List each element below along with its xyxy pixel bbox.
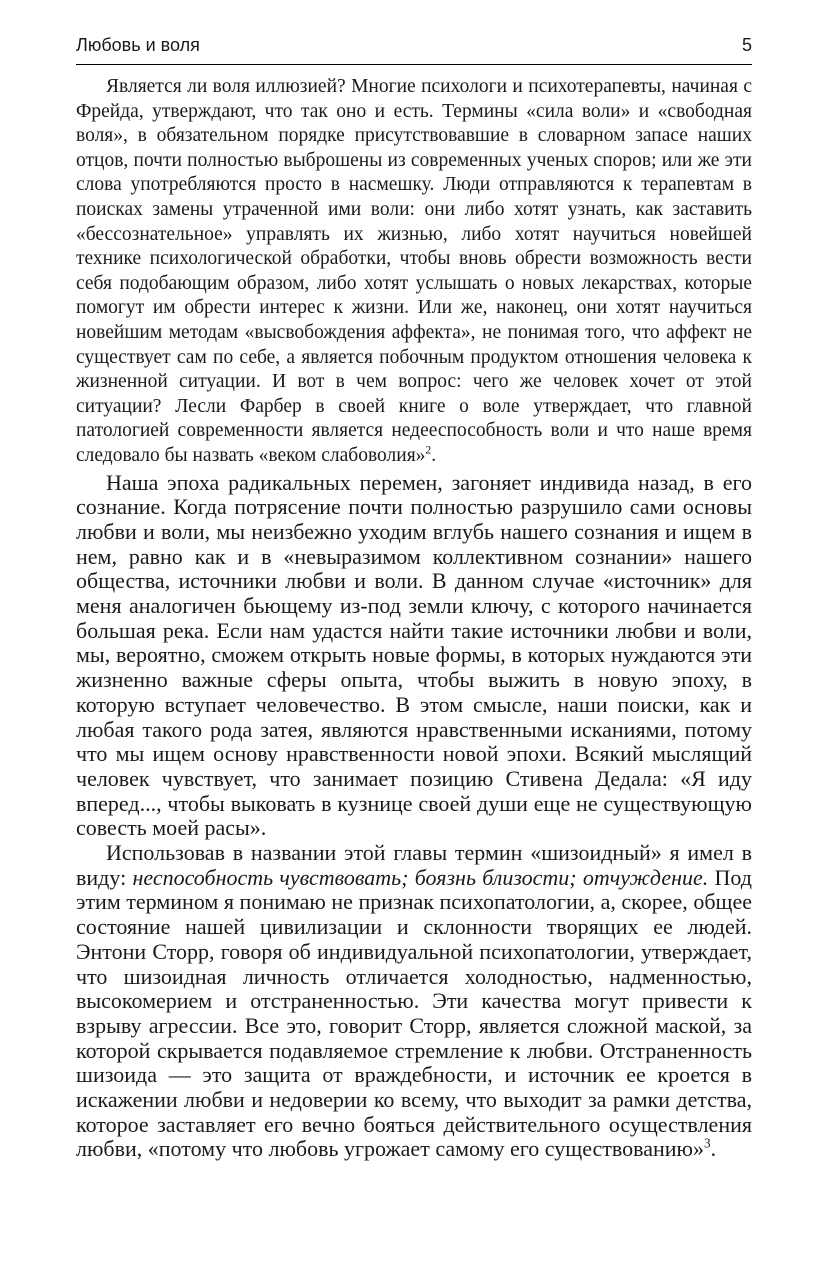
header-divider <box>76 64 752 65</box>
running-header <box>76 34 752 56</box>
page-number: 5 <box>741 35 752 55</box>
paragraph-text: Является ли воля иллюзией? Многие психологи и психотерапевты, начиная с Фрейда, утверждают, что так оно и есть. Термины «сила воли» и «свободная воля», в обязательном порядке присутствовавшие в словарном запасе наших отцов, почти полностью выброшены из современных ученых споров; или же эти слова употребляются просто в насмешку. Люди отправляются к терапевтам в поисках замены утраченной ими воли: они либо хотят узнать, как заставить «бессознательное» управлять их жизнью, либо хотят научиться новейшей технике психологической обработки, чтобы вновь обрести возможность вести себя подобающим образом, либо хотят услышать о новых лекарствах, которые помогут им обрести интерес к жизни. Или же, наконец, они хотят научиться новейшим методам «высвобождения аффекта», не понимая того, что аффект не существует сам по себе, а является побочным продуктом отношения человека к жизненной ситуации. И вот в чем вопрос: чего же человек хочет от этой ситуации? Лесли Фарбер в своей книге о воле утверждает, что главной патологией современности является недееспособность воли и что наше время следовало бы назвать «веком слабоволия» <box>76 76 752 466</box>
paragraph-text: Наша эпоха радикальных перемен, загоняет индивида назад, в его сознание. Когда потрясение почти полностью разрушило сами основы любви и воли, мы неизбежно уходим вглубь нашего сознания и ищем в нем, равно как и в «невыразимом коллективном сознании» нашего общества, источники любви и воли. В данном случае «источник» для меня аналогичен бьющему из-под земли ключу, с которого начинается большая река. Если нам удастся найти такие источники любви и воли, мы, вероятно, сможем открыть новые формы, в которых нуждаются эти жизненно важные сферы опыта, чтобы выжить в новую эпоху, в которую вступает человечество. В этом смысле, наши поиски, как и любая такого рода затея, являются нравственными исканиями, потому что мы ищем основу нравственности новой эпохи. Всякий мыслящий человек чувствует, что занимает позицию Стивена Дедала: «Я иду вперед..., чтобы выковать в кузнице своей души еще не существующую совесть моей расы». <box>76 469 752 841</box>
italic-emphasis: неспособность чувствовать; боязнь близости; отчуждение. <box>132 864 709 890</box>
page-body <box>76 75 752 1162</box>
paragraph-will-illusion: Является ли воля иллюзией? Многие психологи и психотерапевты, начиная с Фрейда, утверждают, что так оно и есть. Термины «сила воли» и «свободная воля», в обязательном порядке присутствовавшие в словарном запасе наших отцов, почти полностью выброшены из современных ученых споров; или же эти слова употребляются просто в насмешку. Люди отправляются к терапевтам в поисках замены утраченной ими воли: они либо хотят узнать, как заставить «бессознательное» управлять их жизнью, либо хотят научиться новейшей технике психологической обработки, чтобы вновь обрести возможность вести себя подобающим образом, либо хотят услышать о новых лекарствах, которые помогут им обрести интерес к жизни. Или же, наконец, они хотят научиться новейшим методам «высвобождения аффекта», не понимая того, что аффект не существует сам по себе, а является побочным продуктом отношения человека к жизненной ситуации. И вот в чем вопрос: чего же человек хочет от этой ситуации? Лесли Фарбер в своей книге о воле утверждает, что главной патологией современности является недееспособность воли и что наше время следовало бы назвать «веком слабоволия»$^2$. <box>76 76 752 466</box>
paragraph-text: Использовав в названии этой главы термин «шизоидный» я имел в виду: <box>76 840 752 890</box>
running-title: Любовь и воля <box>76 35 200 55</box>
footnote-ref[interactable]: 2 <box>425 443 432 457</box>
paragraph-era-of-change <box>76 471 752 842</box>
paragraph-schizoid: Использовав в названии этой главы термин «шизоидный» я имел в виду: неспособность чувствовать; боязнь близости; отчуждение. Под этим термином я понимаю не признак психопатологии, а, скорее, общее состояние нашей цивилизации и склонности творящих ее людей. Энтони Сторр, говоря об индивидуальной психопатологии, утверждает, что шизоидная личность отличается холодностью, надменностью, высокомерием и отстраненностью. Эти качества могут привести к взрыву агрессии. Все это, говорит Сторр, является сложной маской, за которой скрывается подавляемое стремление к любви. Отстраненность шизоида — это защита от враждебности, и источник ее кроется в искажении любви и недоверии ко всему, что выходит за рамки детства, которое заставляет его вечно бояться действительного осуществления любви, «потому что любовь угрожает самому его существованию»$^3$. <box>76 840 752 1162</box>
paragraph-text: Под этим термином я понимаю не признак психопатологии, а, скорее, общее состояние нашей цивилизации и склонности творящих ее людей. Энтони Сторр, говоря об индивидуальной психопатологии, утверждает, что шизоидная личность отличается холодностью, надменностью, высокомерием и отстраненностью. Эти качества могут привести к взрыву агрессии. Все это, говорит Сторр, является сложной маской, за которой скрывается подавляемое стремление к любви. Отстраненность шизоида — это защита от враждебности, и источник ее кроется в искажении любви и недоверии ко всему, что выходит за рамки детства, которое заставляет его вечно бояться действительного осуществления любви, «потому что любовь угрожает самому его существованию» <box>76 864 752 1162</box>
footnote-ref[interactable]: 3 <box>703 1136 711 1152</box>
